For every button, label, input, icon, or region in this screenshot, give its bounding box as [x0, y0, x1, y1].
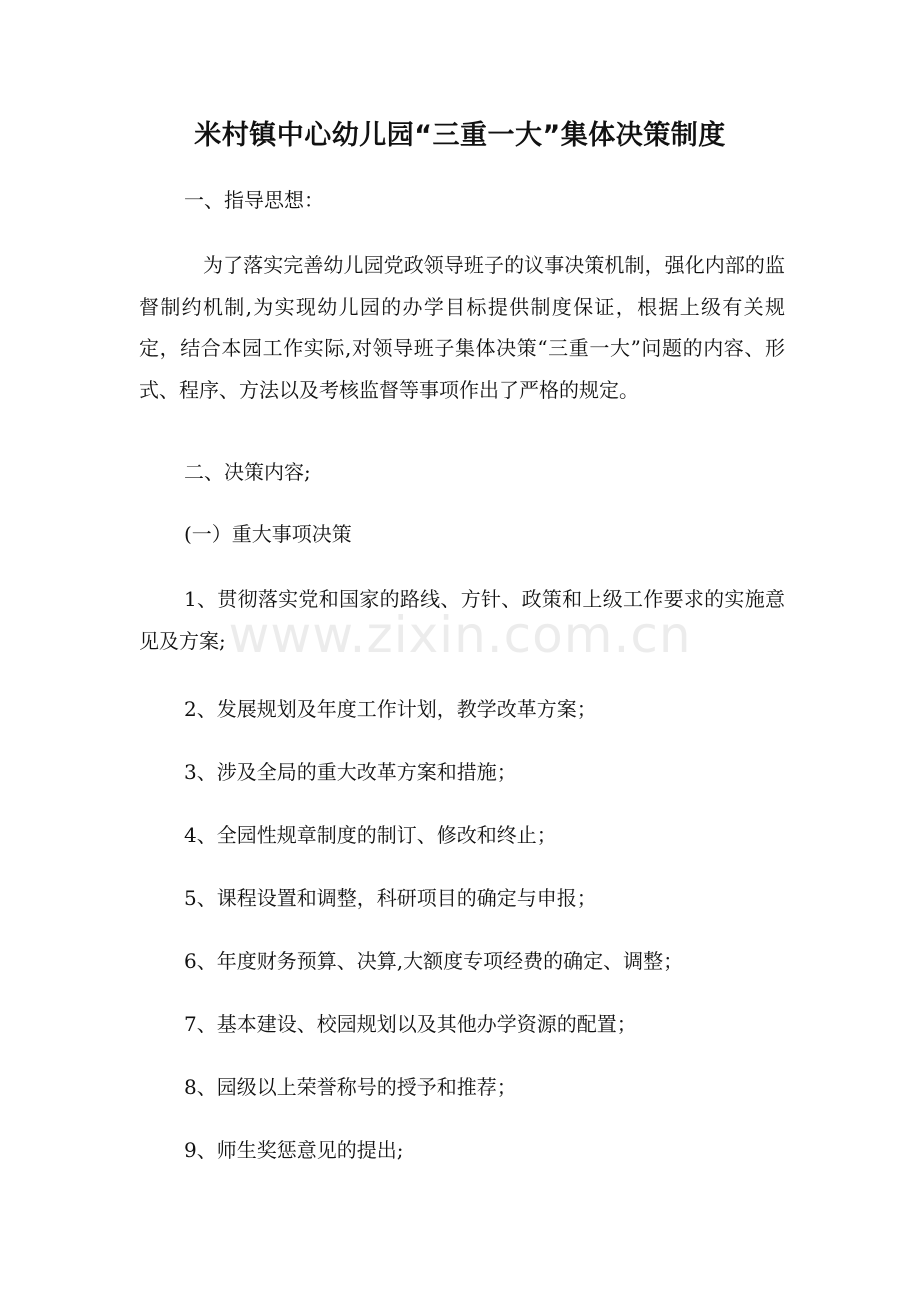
watermark: www.zixin.com.cn: [228, 606, 692, 664]
list-item: 4、全园性规章制度的制订、修改和终止；: [184, 823, 557, 847]
list-item: 3、涉及全局的重大改革方案和措施；: [184, 760, 517, 784]
list-item: 2、发展规划及年度工作计划，教学改革方案；: [184, 697, 597, 721]
list-item: 9、师生奖惩意见的提出;: [184, 1138, 404, 1162]
section-heading-guiding-ideology: 一、指导思想：: [184, 188, 324, 212]
list-item: 5、课程设置和调整，科研项目的确定与申报；: [184, 886, 597, 910]
list-item: 8、园级以上荣誉称号的授予和推荐；: [184, 1075, 517, 1099]
list-item: 7、基本建设、校园规划以及其他办学资源的配置；: [184, 1012, 637, 1036]
subsection-heading-major-matters: (一）重大事项决策: [184, 522, 352, 546]
section-heading-decision-content: 二、决策内容;: [184, 460, 311, 484]
document-title: 米村镇中心幼儿园“三重一大”集体决策制度: [194, 120, 726, 151]
list-item: 6、年度财务预算、决算,大额度专项经费的确定、调整；: [184, 949, 684, 973]
list-item: 1、贯彻落实党和国家的路线、方针、政策和上级工作要求的实施意见及方案;: [139, 587, 785, 653]
guiding-ideology-paragraph: 为了落实完善幼儿园党政领导班子的议事决策机制，强化内部的监督制约机制,为实现幼儿园的办学目标提供制度保证，根据上级有关规定，结合本园工作实际,对领导班子集体决策“三重一大”问题的内容、形式、程序、方法以及考核监督等事项作出了严格的规定。: [139, 253, 785, 402]
